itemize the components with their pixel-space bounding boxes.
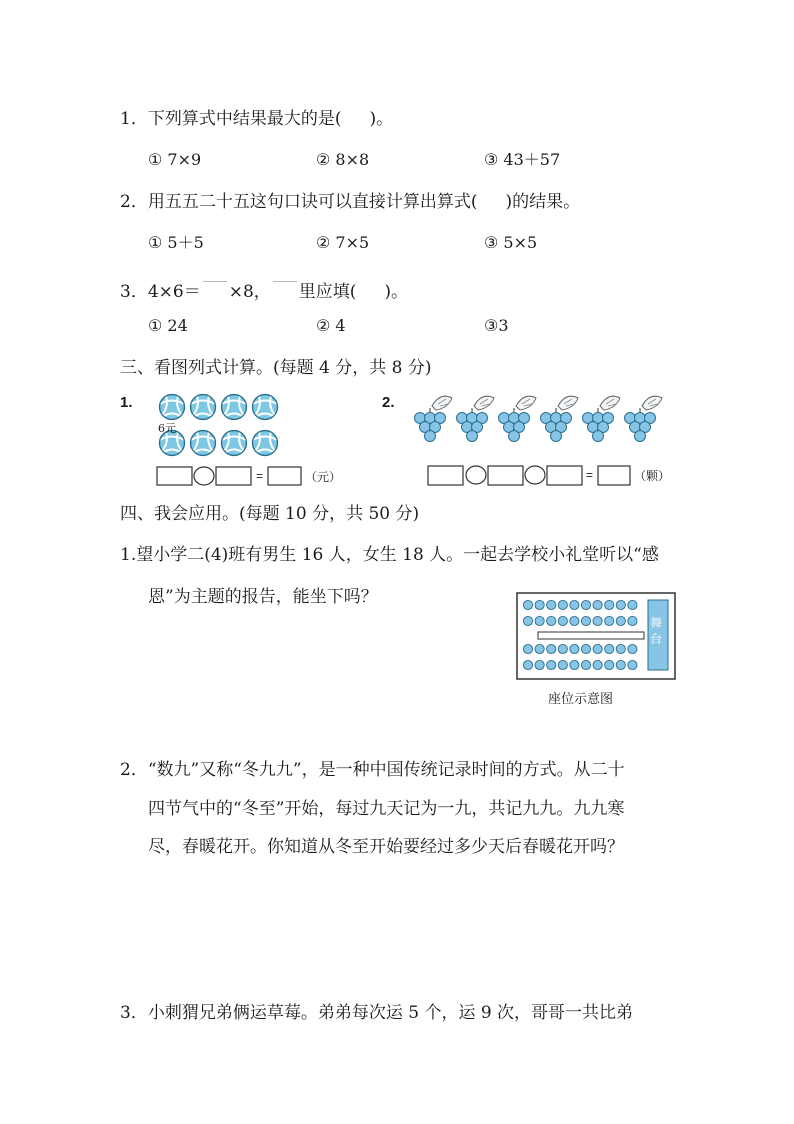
seat-icon	[547, 644, 556, 653]
seat-icon	[570, 616, 579, 625]
volleyball-icon	[160, 395, 185, 420]
stage-label: 舞台	[650, 616, 663, 646]
seating-caption: 座位示意图	[548, 691, 614, 706]
volleyball-icon	[222, 395, 247, 420]
q3-stem	[120, 281, 408, 303]
s4-a1-line2: 恩”为主题的报告，能坐下吗？	[148, 587, 378, 607]
seat-icon	[628, 616, 637, 625]
volleyball-icon	[253, 395, 278, 420]
q2-stem	[120, 191, 580, 213]
q2-option-3[interactable]: ③ 5×5	[484, 233, 538, 252]
s3-p2-box-2	[488, 466, 523, 485]
volleyball-icon	[253, 431, 278, 456]
grape-cluster-icon	[625, 396, 663, 441]
seat-icon	[581, 644, 590, 653]
seat-icon	[616, 644, 625, 653]
seat-icon	[535, 660, 544, 669]
volleyball-icon	[191, 431, 216, 456]
s3-p1-price-label: 6元	[158, 422, 176, 435]
seat-icon	[581, 616, 590, 625]
seat-icon	[535, 600, 544, 609]
grape-cluster-icon	[499, 396, 537, 441]
seat-icon	[523, 616, 532, 625]
seat-icon	[547, 616, 556, 625]
seat-icon	[605, 616, 614, 625]
q1-stem-prefix: 1．下列算式中结果最大的是(	[120, 109, 342, 129]
seat-icon	[616, 616, 625, 625]
seat-icon	[535, 616, 544, 625]
s3-p2-box-3	[547, 466, 582, 485]
seat-icon	[523, 644, 532, 653]
s4-a2-line2: 四节气中的“冬至”开始，每过九天记为一九，共记九九。九九寒	[148, 799, 625, 819]
grape-cluster-icon	[457, 396, 495, 441]
volleyball-icon	[191, 395, 216, 420]
q3-stem-part4: )。	[384, 282, 409, 302]
seat-icon	[570, 600, 579, 609]
seat-icon	[570, 660, 579, 669]
q3-stem-part1: 3．4×6＝	[120, 282, 201, 302]
q1-option-1[interactable]: ① 7×9	[148, 150, 202, 169]
q2-option-2[interactable]: ② 7×5	[316, 233, 370, 252]
q2-option-1[interactable]: ① 5＋5	[148, 233, 204, 252]
q3-option-2[interactable]: ② 4	[316, 316, 346, 335]
s4-a3-line1: 3．小刺猬兄弟俩运草莓。弟弟每次运 5 个，运 9 次，哥哥一共比弟	[120, 1003, 634, 1023]
s3-p2-box-1	[428, 466, 463, 485]
q1-option-3[interactable]: ③ 43＋57	[484, 150, 561, 169]
volleyball-icon	[222, 431, 247, 456]
seat-icon	[593, 600, 602, 609]
s3-p1-number: 1.	[120, 394, 133, 411]
seat-icon	[593, 660, 602, 669]
seat-icon	[605, 600, 614, 609]
q3-option-1[interactable]: ① 24	[148, 316, 188, 335]
seat-icon	[628, 644, 637, 653]
seat-icon	[581, 600, 590, 609]
s3-p1-unit: （元）	[305, 470, 342, 484]
s3-p1-result-box	[268, 467, 301, 485]
q1-stem	[120, 108, 393, 130]
grape-cluster-icon	[541, 396, 579, 441]
seat-icon	[535, 644, 544, 653]
s4-a2-line3: 尽，春暖花开。你知道从冬至开始要经过多少天后春暖花开吗？	[148, 837, 624, 857]
q3-option-3[interactable]: ③3	[484, 316, 509, 335]
seat-icon	[628, 600, 637, 609]
seat-icon	[593, 616, 602, 625]
seat-icon	[523, 600, 532, 609]
s3-p2-operator-circle-2	[525, 466, 545, 484]
s3-p1-equals: =	[256, 469, 264, 483]
seat-icon	[523, 660, 532, 669]
s3-p2-number: 2.	[382, 394, 395, 411]
seat-icon	[581, 660, 590, 669]
section4-heading: 四、我会应用。(每题 10 分，共 50 分)	[120, 504, 420, 524]
q1-stem-suffix: )。	[369, 109, 394, 129]
seat-icon	[558, 616, 567, 625]
seat-icon	[593, 644, 602, 653]
section3-heading: 三、看图列式计算。(每题 4 分，共 8 分)	[120, 358, 432, 378]
grape-cluster-icon	[415, 396, 453, 441]
seat-icon	[616, 660, 625, 669]
s3-p1-operator-circle	[194, 467, 214, 485]
seat-icon	[628, 660, 637, 669]
s4-a2-line1: 2．“数九”又称“冬九九”，是一种中国传统记录时间的方式。从二十	[120, 760, 625, 780]
s3-p1-box-2	[216, 467, 251, 485]
s3-p2-equals: =	[586, 468, 594, 482]
q3-stem-part2: ×8，	[228, 282, 271, 302]
s3-p2-result-box	[598, 466, 630, 485]
s4-a1-line1: 1.望小学二(4)班有男生 16 人，女生 18 人。一起去学校小礼堂听以“感	[120, 545, 659, 565]
s3-p1-box-1	[157, 467, 192, 485]
seat-icon	[605, 660, 614, 669]
grape-cluster-icon	[583, 396, 621, 441]
seat-icon	[547, 600, 556, 609]
q3-stem-part3: 里应填(	[298, 282, 357, 302]
s3-p2-operator-circle-1	[466, 466, 486, 484]
q3-box-2[interactable]	[273, 281, 297, 300]
seat-icon	[605, 644, 614, 653]
seat-icon	[558, 600, 567, 609]
q2-stem-suffix: )的结果。	[505, 192, 581, 212]
seat-icon	[616, 600, 625, 609]
q2-stem-prefix: 2．用五五二十五这句口诀可以直接计算出算式(	[120, 192, 478, 212]
q1-option-2[interactable]: ② 8×8	[316, 150, 370, 169]
seat-icon	[570, 644, 579, 653]
seat-icon	[547, 660, 556, 669]
s3-p2-unit: （颗）	[634, 469, 671, 483]
seat-icon	[558, 644, 567, 653]
q3-box-1[interactable]	[203, 281, 227, 300]
seat-icon	[558, 660, 567, 669]
